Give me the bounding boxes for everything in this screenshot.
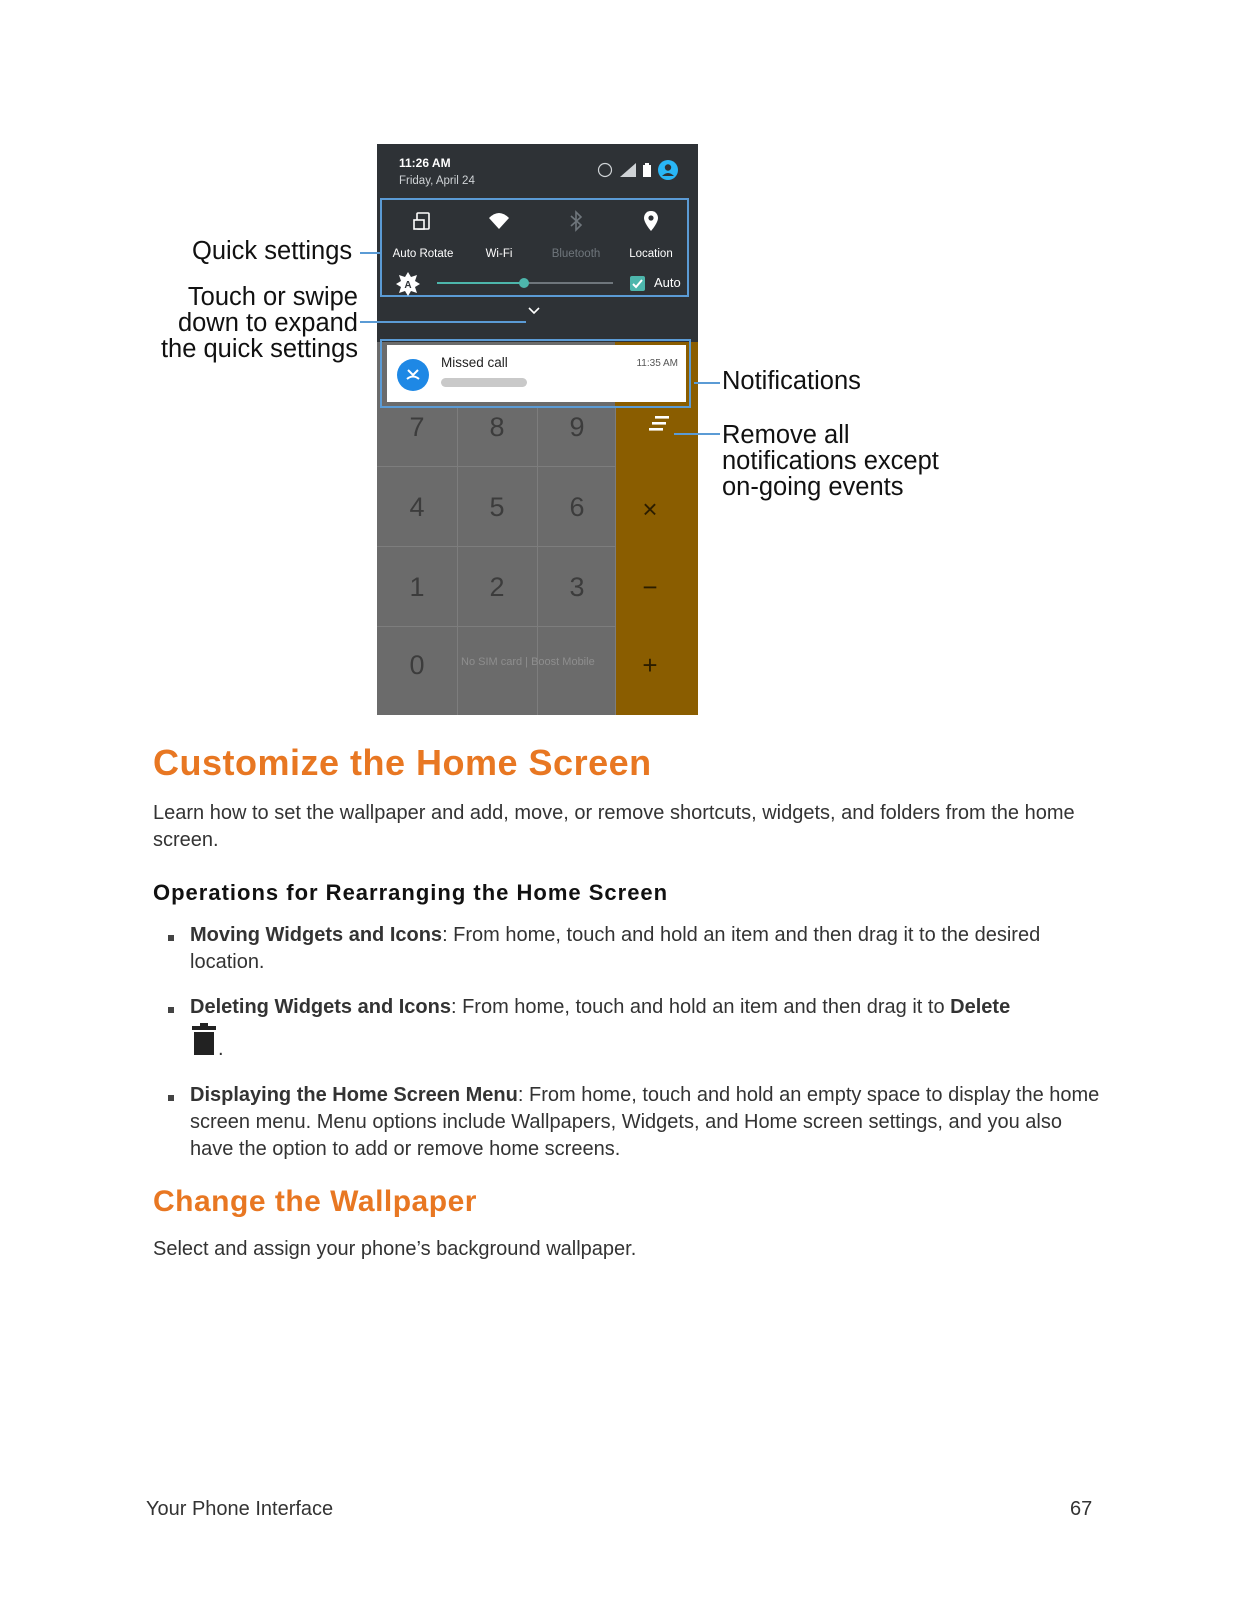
quick-settings-panel (380, 198, 689, 297)
section-paragraph: Select and assign your phone’s background wallpaper. (153, 1238, 637, 1260)
qs-tile-wifi[interactable] (460, 208, 538, 260)
calc-key-7[interactable]: 7 (409, 412, 425, 442)
calc-key-4[interactable]: 4 (409, 492, 425, 522)
callout-line-text: down to expand (177, 309, 358, 337)
page-number: 67 (1070, 1498, 1093, 1520)
qs-label: Location (629, 248, 673, 260)
clear-all-icon[interactable] (647, 414, 673, 434)
notification-time: 11:35 AM (636, 358, 678, 369)
calc-key-8[interactable]: 8 (489, 412, 505, 442)
missed-call-icon (397, 359, 429, 391)
location-icon (643, 210, 659, 232)
bullet-deleting (190, 994, 1100, 1021)
signal-icon (620, 163, 636, 177)
calc-key-6[interactable]: 6 (569, 492, 585, 522)
footer-section-name: Your Phone Interface (146, 1498, 334, 1520)
intro-paragraph: Learn how to set the wallpaper and add, move, or remove shortcuts, widgets, and folders from the home screen. (153, 802, 1075, 851)
section-title: Change the Wallpaper (153, 1185, 477, 1218)
battery-icon (643, 163, 651, 177)
bullet-text: : From home, touch and hold an item and then drag it to the desired location. (190, 924, 1041, 973)
delete-period: . (218, 1038, 224, 1060)
callout-line (360, 252, 382, 254)
svg-text:A: A (404, 280, 412, 291)
callout-expand (150, 284, 358, 362)
blurred-caller (441, 378, 527, 387)
subheading: Operations for Rearranging the Home Screen (153, 880, 669, 905)
bullet-term: Displaying the Home Screen Menu (190, 1084, 518, 1106)
callout-quick-settings: Quick settings (192, 237, 353, 265)
calc-key-9[interactable]: 9 (569, 412, 585, 442)
qs-tile-auto-rotate[interactable] (384, 208, 462, 260)
calc-multiply-key[interactable]: × (642, 494, 658, 524)
bullet-displaying (190, 1082, 1100, 1163)
callout-line-text: Remove all (722, 421, 850, 449)
status-time: 11:26 AM (399, 156, 451, 170)
brightness-row (392, 272, 684, 294)
divider (377, 626, 615, 627)
callout-line (674, 433, 720, 435)
calc-plus-key[interactable]: + (642, 650, 658, 680)
divider (377, 466, 615, 467)
bullet-term: Moving Widgets and Icons (190, 924, 443, 946)
callout-line-text: notifications except (722, 447, 939, 475)
bullet-moving (190, 922, 1100, 976)
page-title: Customize the Home Screen (153, 742, 652, 783)
qs-tile-bluetooth[interactable] (537, 208, 615, 260)
rotate-icon (412, 210, 434, 232)
bullet-text: : From home, touch and hold an item and then drag it to (450, 996, 951, 1018)
qs-label: Auto Rotate (392, 248, 454, 260)
wifi-icon (488, 211, 510, 231)
user-icon[interactable] (658, 160, 678, 180)
notification-shade (377, 144, 698, 342)
callout-line (694, 382, 720, 384)
bullet-term: Deleting Widgets and Icons (190, 996, 451, 1018)
calc-key-3[interactable]: 3 (569, 572, 585, 602)
chevron-down-icon[interactable] (527, 306, 541, 316)
divider (377, 546, 615, 547)
status-icons (597, 160, 678, 180)
auto-brightness-label: Auto (654, 275, 681, 290)
callout-line-text: Touch or swipe (187, 283, 358, 311)
missed-call-notification[interactable] (387, 345, 686, 402)
qs-tile-location[interactable] (612, 208, 690, 260)
calc-key-1[interactable]: 1 (409, 572, 425, 602)
status-date: Friday, April 24 (399, 175, 475, 187)
calc-minus-key[interactable]: − (642, 572, 658, 602)
notifications-highlight (380, 339, 691, 408)
callout-line-text: the quick settings (160, 335, 358, 363)
calc-key-0[interactable]: 0 (409, 650, 425, 680)
calc-key-5[interactable]: 5 (489, 492, 505, 522)
trash-icon (192, 1023, 216, 1055)
divider (457, 408, 458, 715)
callout-line (360, 321, 526, 323)
brightness-auto-icon (396, 272, 420, 296)
callout-remove-all (722, 422, 939, 500)
data-icon (597, 162, 613, 178)
callout-line-text: on-going events (722, 473, 904, 501)
brightness-slider-fill (437, 282, 523, 284)
delete-term: Delete (950, 996, 1011, 1018)
phone-screenshot (377, 144, 698, 715)
auto-brightness-checkbox[interactable] (630, 276, 645, 291)
check-icon (630, 276, 645, 291)
bluetooth-icon (569, 210, 583, 232)
callout-notifications: Notifications (722, 367, 861, 395)
divider (537, 408, 538, 715)
calc-key-2[interactable]: 2 (489, 572, 505, 602)
notification-title: Missed call (441, 355, 508, 370)
bullet-text: : From home, touch and hold an empty space to display the home screen menu. Menu options include Wallpapers, Widgets, and Home screen settings, and you also have the option to add or remove home screens. (190, 1084, 1100, 1160)
carrier-text: No SIM card | Boost Mobile (461, 656, 595, 668)
qs-label: Wi-Fi (485, 248, 513, 260)
qs-label: Bluetooth (551, 248, 601, 260)
brightness-slider-handle[interactable] (519, 278, 529, 288)
